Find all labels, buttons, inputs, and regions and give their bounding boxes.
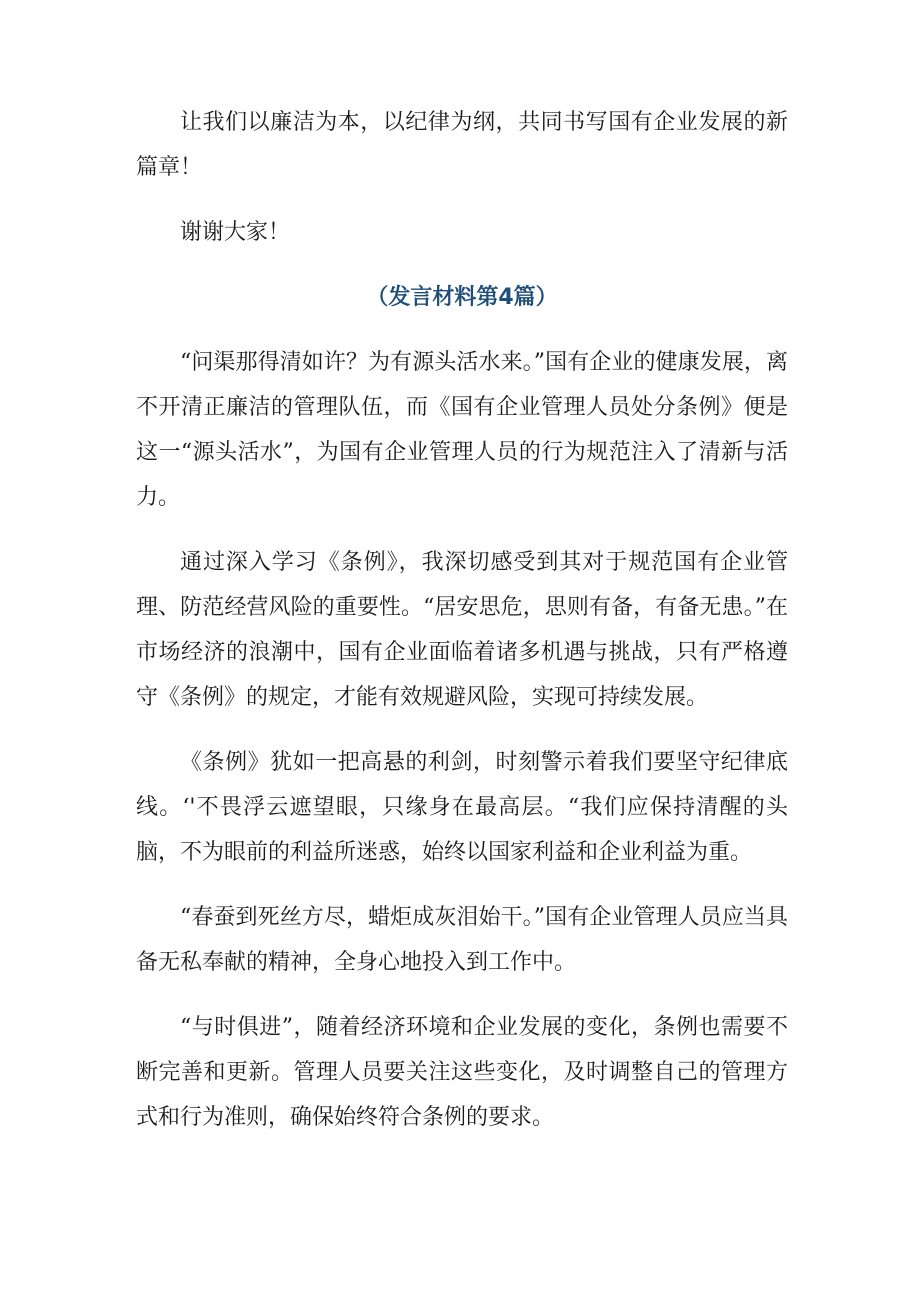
closing-paragraph: 让我们以廉洁为本，以纪律为纲，共同书写国有企业发展的新篇章！ — [136, 110, 788, 180]
document-body — [136, 100, 788, 1160]
thanks-paragraph: 谢谢大家！ — [180, 220, 291, 245]
body-paragraph-3: 《条例》犹如一把高悬的利剑，时刻警示着我们要坚守纪律底线。‘'不畏浮云遮望眼，只缘身在最高层。“我们应保持清醒的头脑，不为眼前的利益所迷惑，始终以国家利益和企业利益为重。 — [136, 750, 788, 865]
body-paragraph-4: “春蚕到死丝方尽，蜡炬成灰泪始干。”国有企业管理人员应当具备无私奉献的精神，全身心地投入到工作中。 — [136, 905, 788, 975]
body-paragraph-1: “问渠那得清如许？为有源头活水来。”国有企业的健康发展，离不开清正廉洁的管理队伍，而《国有企业管理人员处分条例》便是这一“源头活水”，为国有企业管理人员的行为规范注入了清新与活力。 — [136, 350, 788, 510]
section-heading: （发言材料第4篇） — [366, 285, 558, 310]
body-paragraph-5: “与时俱进”，随着经济环境和企业发展的变化，条例也需要不断完善和更新。管理人员要关注这些变化，及时调整自己的管理方式和行为准则，确保始终符合条例的要求。 — [136, 1015, 788, 1130]
body-paragraph-2: 通过深入学习《条例》，我深切感受到其对于规范国有企业管理、防范经营风险的重要性。“居安思危，思则有备，有备无患。”在市场经济的浪潮中，国有企业面临着诸多机遇与挑战，只有严格遵守《条例》的规定，才能有效规避风险，实现可持续发展。 — [136, 550, 788, 710]
